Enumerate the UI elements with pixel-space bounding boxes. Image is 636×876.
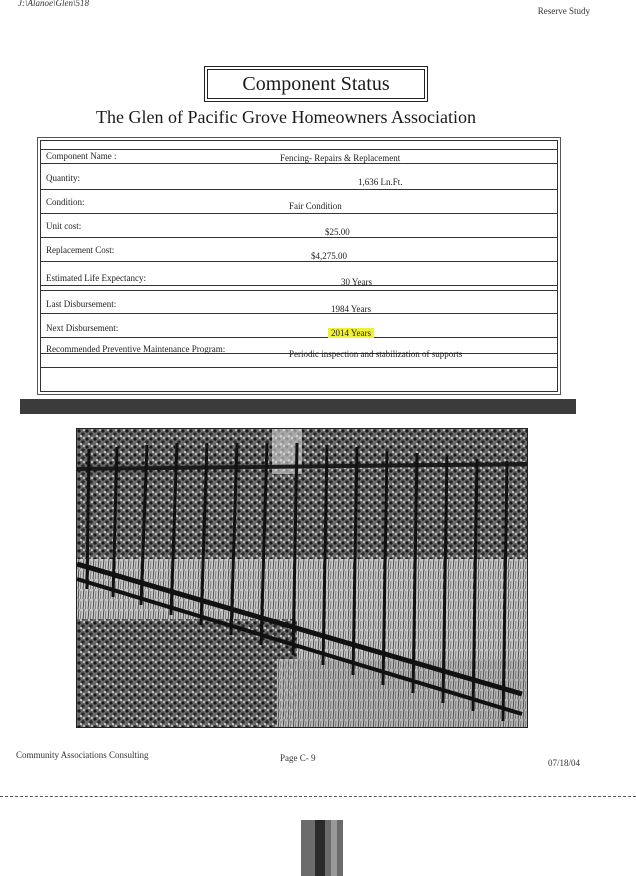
field-value: 30 Years: [341, 277, 373, 287]
component-table: [40, 140, 558, 392]
field-label: Unit cost:: [46, 221, 82, 231]
scan-edge-line: [0, 796, 636, 797]
field-value: Fair Condition: [289, 201, 342, 211]
scan-artifact: [301, 820, 343, 876]
field-value: $4,275.00: [311, 251, 347, 261]
association-name: The Glen of Pacific Grove Homeowners Association: [96, 107, 476, 127]
table-row: [41, 191, 557, 215]
field-value: 1,636 Ln.Ft.: [358, 177, 403, 187]
table-row: [41, 239, 557, 263]
field-value: Fencing- Repairs & Replacement: [280, 153, 401, 163]
field-label: Next Disbursement:: [46, 323, 119, 333]
footer-date: 07/18/04: [548, 758, 581, 768]
field-label: Quantity:: [46, 173, 80, 183]
field-label: Estimated Life Expectancy:: [46, 273, 146, 283]
fence-photo: [76, 428, 528, 728]
table-row: [41, 291, 557, 315]
table-row: [41, 141, 557, 165]
field-label: Recommended Preventive Maintenance Program:: [46, 344, 226, 354]
table-row: [41, 315, 557, 339]
page-number: Page C- 9: [280, 753, 316, 763]
field-value: Periodic inspection and stabilization of supports: [289, 349, 463, 359]
separator-bar: [20, 399, 576, 414]
page-title: Component Status: [207, 69, 425, 99]
table-row: [41, 263, 557, 287]
table-row: [41, 167, 557, 191]
field-label: Condition:: [46, 197, 85, 207]
field-value: 1984 Years: [331, 304, 372, 314]
table-row: [41, 215, 557, 239]
field-value: $25.00: [325, 227, 350, 237]
table-row: [41, 339, 557, 363]
report-type: Reserve Study: [537, 6, 590, 16]
field-label: Component Name :: [46, 151, 117, 161]
field-label: Replacement Cost:: [46, 245, 115, 255]
footer-company: Community Associations Consulting: [16, 750, 149, 760]
field-label: Last Disbursement:: [46, 299, 117, 309]
file-path: J:\Alanoe\Glen\518: [18, 0, 89, 8]
field-value-highlighted: 2014 Years: [328, 328, 374, 338]
